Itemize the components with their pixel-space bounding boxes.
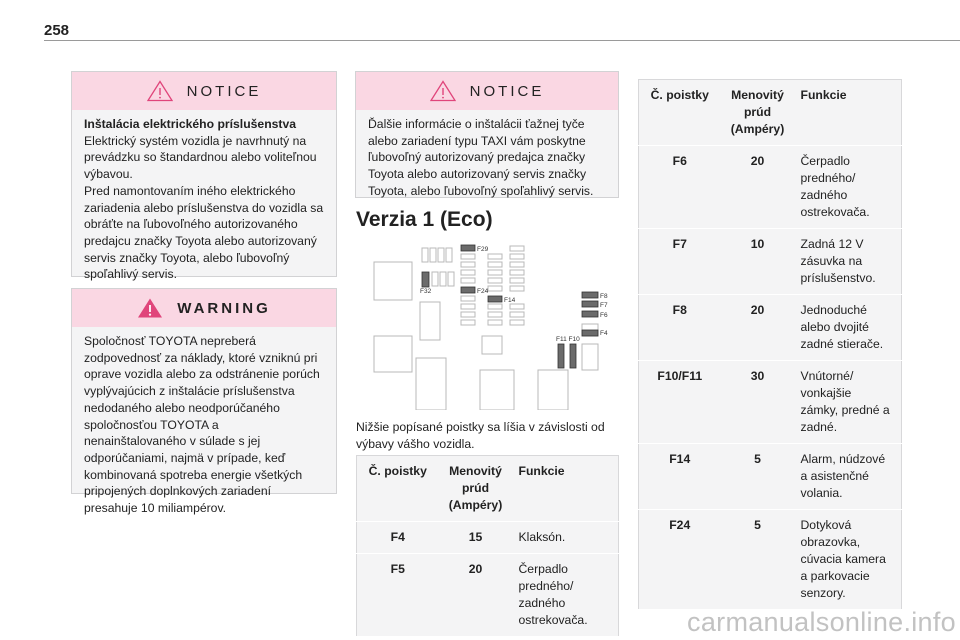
notice-heading: Inštalácia elektrického príslušenstva [84, 117, 297, 131]
warning-box [71, 288, 337, 516]
col-header-amperage: Menovitý prúd (Ampéry) [721, 80, 795, 146]
warning-triangle-icon [147, 80, 173, 102]
col-header-fuse-no: Č. poistky [357, 456, 439, 522]
fuse-number: F8 [639, 295, 721, 361]
label-f14: F14 [504, 297, 516, 304]
label-f24: F24 [477, 288, 489, 295]
table-header-row [639, 80, 902, 146]
fuse-amperage: 5 [721, 510, 795, 610]
watermark: carmanualsonline.info [687, 607, 956, 637]
notice-title: NOTICE [186, 82, 262, 100]
fuse-amperage: 20 [721, 295, 795, 361]
notice-box-electrical [71, 71, 337, 282]
warning-text: Spoločnosť TOYOTA nepreberá zodpovednosť za náklady, ktoré vzniknú pri oprave vozidla alebo za odstránenie porúch vyplývajúcich z inštalácie príslušenstva nedodaného alebo neodporúčaného spoločnosťou TOYOTA a nenainštalovaného v súlade s jej odporúčaniami, najmä v prípade, keď kombinovaná spotreba energie všetkých pripojených doplnkových zariadení presahuje 10 miliampérov. [84, 334, 320, 516]
table-row [639, 510, 902, 610]
fuse-function: Klaksón. [513, 522, 619, 554]
warning-title: WARNING [177, 299, 271, 317]
fuse-amperage: 20 [721, 146, 795, 229]
fuse-number: F14 [639, 444, 721, 510]
warning-header [72, 289, 336, 327]
notice-title: NOTICE [469, 82, 545, 100]
notice-header [72, 72, 336, 110]
label-f6: F6 [600, 312, 608, 319]
table-description: Nižšie popísané poistky sa líšia v závislosti od výbavy vášho vozidla. [356, 420, 605, 451]
fuse-number: F7 [639, 229, 721, 295]
col-header-function: Funkcie [795, 80, 902, 146]
notice-paragraph-2: Pred namontovaním iného elektrického zariadenia alebo príslušenstva do vozidla sa obráťte na ľubovoľného autorizovaného predajcu značky Toyota alebo autorizovaný servis značky Toyota, alebo ľubovoľný spoľahlivý servis. [84, 183, 324, 282]
fuse-number: F4 [357, 522, 439, 554]
fuse-function: Jednoduché alebo dvojité zadné stierače. [795, 295, 902, 361]
fuse-amperage: 15 [439, 522, 513, 554]
table-row [639, 295, 902, 361]
col-header-fuse-no: Č. poistky [639, 80, 721, 146]
section-title: Verzia 1 (Eco) [356, 208, 493, 231]
label-f11-f10: F11 F10 [556, 336, 580, 343]
notice-header [356, 72, 618, 110]
label-f29: F29 [477, 246, 489, 253]
label-f4: F4 [600, 330, 608, 337]
table-row [639, 361, 902, 444]
fuse-number: F5 [357, 554, 439, 637]
fuse-box-diagram [370, 240, 615, 410]
warning-triangle-icon [430, 80, 456, 102]
fuse-number: F10/F11 [639, 361, 721, 444]
fuse-function: Čerpadlo predného/ zadného ostrekovača. [795, 146, 902, 229]
notice-paragraph-1: Elektrický systém vozidla je navrhnutý na prevádzku so štandardnou alebo voliteľnou výbavou. [84, 133, 317, 182]
page-number: 258 [44, 22, 70, 39]
fuse-number: F6 [639, 146, 721, 229]
fuse-amperage: 20 [439, 554, 513, 637]
notice-text: Ďalšie informácie o inštalácii ťažnej tyče alebo zariadení typu TAXI vám poskytne ľubovoľný autorizovaný predajca značky Toyota alebo autorizovaný servis značky Toyota, alebo ľubovoľný spoľahlivý servis. [368, 117, 594, 198]
fuse-number: F24 [639, 510, 721, 610]
fuse-table-1 [356, 455, 619, 637]
header-rule [44, 40, 960, 41]
fuse-function: Zadná 12 V zásuvka na príslušenstvo. [795, 229, 902, 295]
label-f7: F7 [600, 302, 608, 309]
fuse-amperage: 5 [721, 444, 795, 510]
label-f32: F32 [420, 288, 432, 295]
label-f8: F8 [600, 293, 608, 300]
fuse-amperage: 10 [721, 229, 795, 295]
table-row [639, 229, 902, 295]
warning-triangle-icon [137, 297, 163, 319]
fuse-function: Alarm, núdzové a asistenčné volania. [795, 444, 902, 510]
table-header-row [357, 456, 619, 522]
col-header-function: Funkcie [513, 456, 619, 522]
table-row [357, 554, 619, 637]
notice-box-towbar [355, 71, 619, 198]
fuse-function: Vnútorné/ vonkajšie zámky, predné a zadné. [795, 361, 902, 444]
col-header-amperage: Menovitý prúd (Ampéry) [439, 456, 513, 522]
table-row [639, 146, 902, 229]
fuse-function: Čerpadlo predného/ zadného ostrekovača. [513, 554, 619, 637]
table-row [639, 444, 902, 510]
table-row [357, 522, 619, 554]
fuse-amperage: 30 [721, 361, 795, 444]
fuse-function: Dotyková obrazovka, cúvacia kamera a parkovacie senzory. [795, 510, 902, 610]
fuse-table-2 [638, 79, 902, 610]
